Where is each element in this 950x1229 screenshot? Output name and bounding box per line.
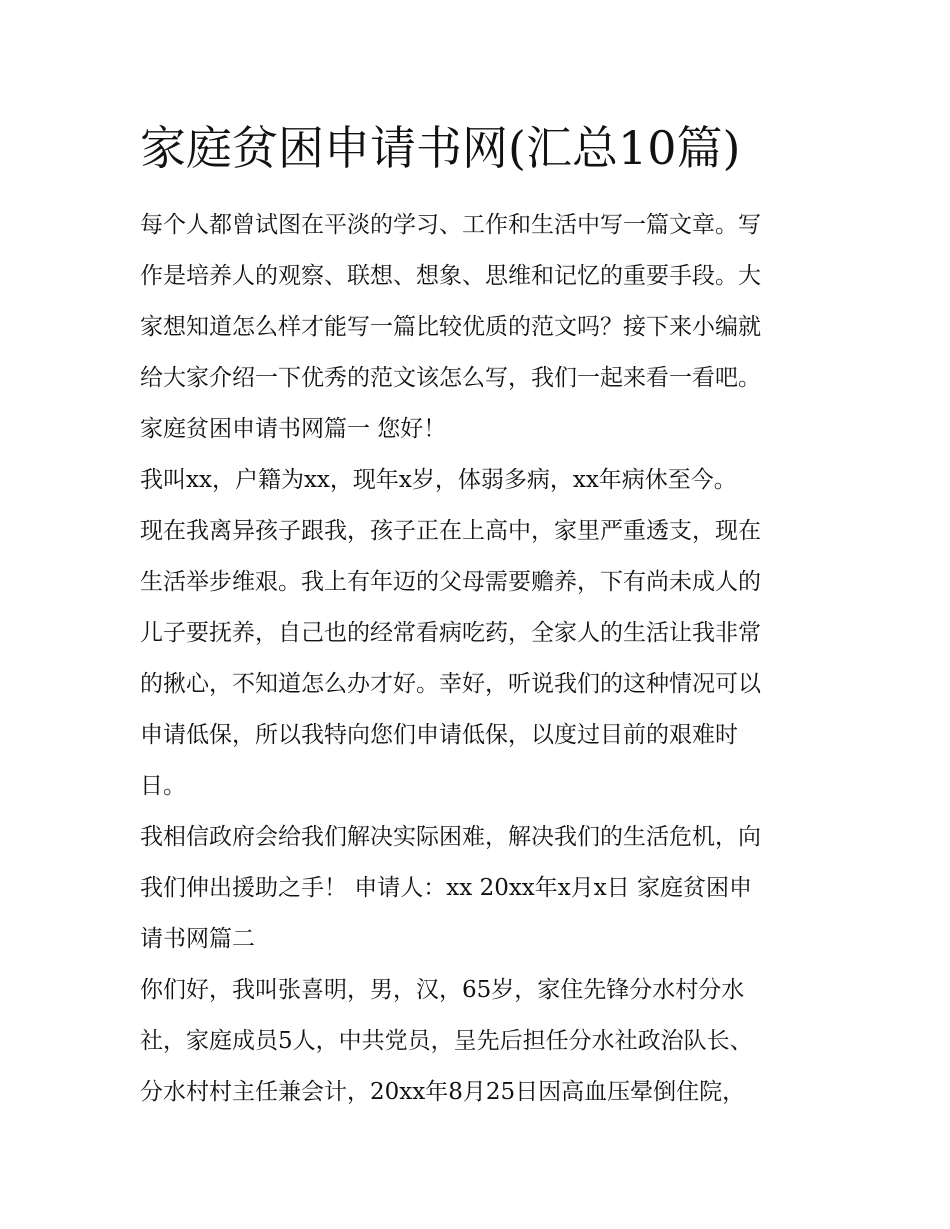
section-heading-line: 家庭贫困申请书网篇一 您好！ [140, 416, 447, 442]
body-line: 社，家庭成员5人，中共党员，呈先后担任分水社政治队长、 [140, 1028, 753, 1054]
body-line: 日。 [140, 773, 186, 799]
body-line: 现在我离异孩子跟我，孩子正在上高中，家里严重透支，现在 [140, 518, 761, 544]
body-line: 作是培养人的观察、联想、想象、思维和记忆的重要手段。大 [140, 263, 761, 289]
body-line: 家想知道怎么样才能写一篇比较优质的范文吗？接下来小编就 [140, 314, 761, 340]
body-line: 儿子要抚养，自己也的经常看病吃药，全家人的生活让我非常 [140, 620, 761, 646]
body-line: 每个人都曾试图在平淡的学习、工作和生活中写一篇文章。写 [140, 212, 761, 238]
document-title: 家庭贫困申请书网(汇总10篇) [140, 121, 741, 175]
body-line: 的揪心，不知道怎么办才好。幸好，听说我们的这种情况可以 [140, 671, 761, 697]
document-body [140, 200, 820, 1118]
body-line: 生活举步维艰。我上有年迈的父母需要赡养，下有尚未成人的 [140, 569, 761, 595]
body-line: 我相信政府会给我们解决实际困难，解决我们的生活危机，向 [140, 824, 761, 850]
body-line: 给大家介绍一下优秀的范文该怎么写，我们一起来看一看吧。 [140, 365, 761, 391]
body-line: 分水村村主任兼会计，20xx年8月25日因高血压晕倒住院， [140, 1079, 746, 1105]
body-line: 我叫xx，户籍为xx，现年x岁，体弱多病，xx年病休至今。 [140, 467, 737, 493]
section-heading-line: 请书网篇二 [140, 926, 255, 952]
body-line: 申请低保，所以我特向您们申请低保，以度过目前的艰难时 [140, 722, 738, 748]
body-line: 你们好，我叫张喜明，男，汉，65岁，家住先锋分水村分水 [140, 977, 745, 1003]
body-line: 我们伸出援助之手！ 申请人：xx 20xx年x月x日 家庭贫困申 [140, 875, 753, 901]
